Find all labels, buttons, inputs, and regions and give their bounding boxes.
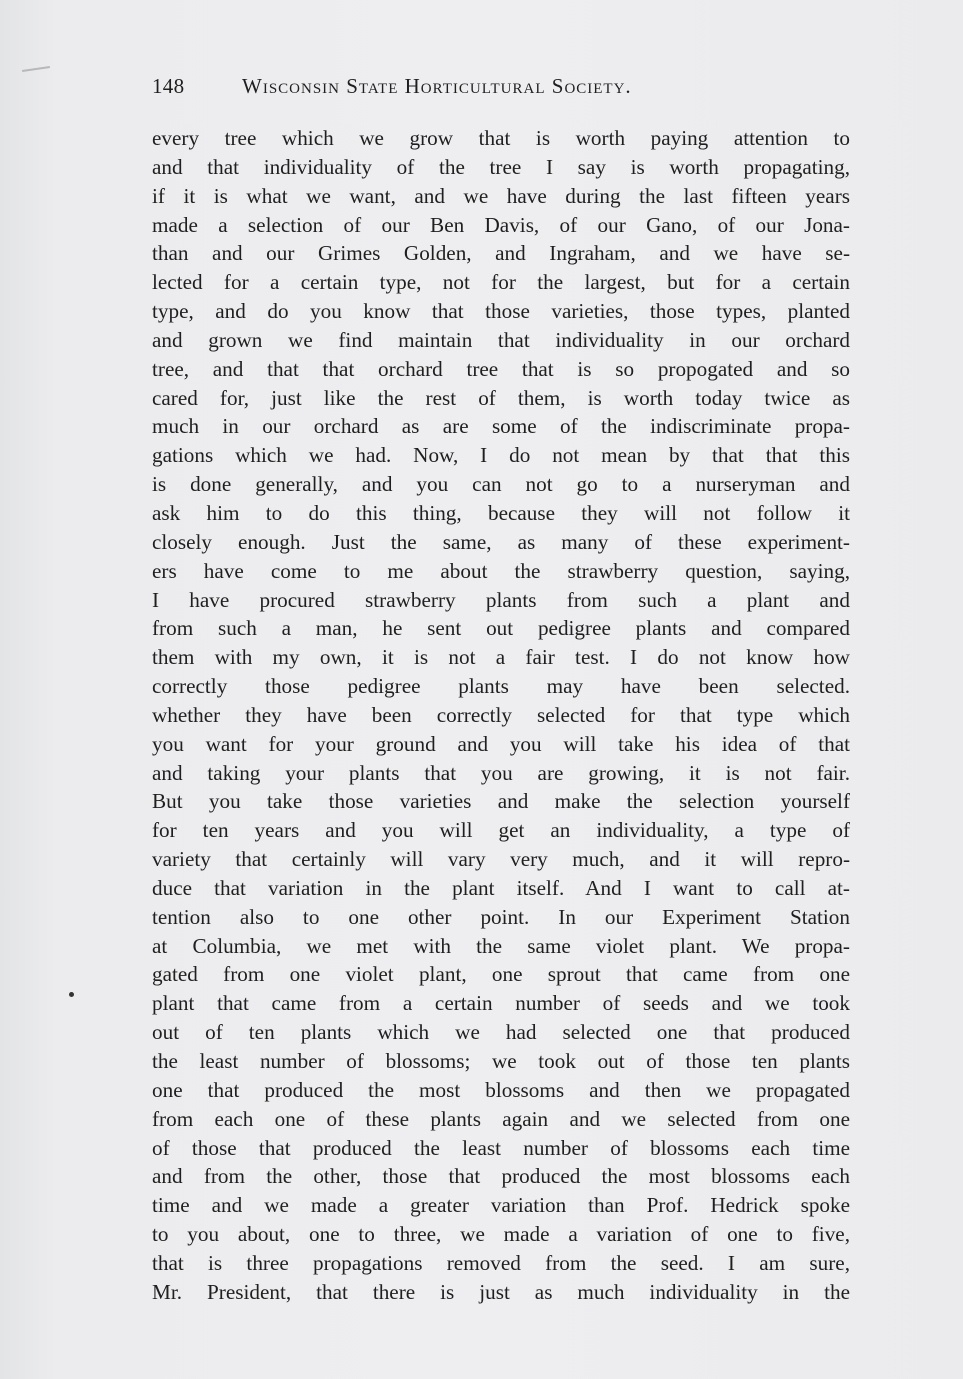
text-line: to you about, one to three, we made a variation of one to five,: [152, 1222, 850, 1247]
text-line: correctly those pedigree plants may have been selected.: [152, 674, 850, 699]
text-line: you want for your ground and you will take his idea of that: [152, 731, 850, 756]
margin-scratch: [22, 66, 50, 72]
body-text: [152, 124, 850, 1307]
text-line: out of ten plants which we had selected one that produced: [152, 1020, 850, 1045]
text-line: I have procured strawberry plants from such a plant and: [152, 587, 850, 612]
text-line: of those that produced the least number of blossoms each time: [152, 1135, 850, 1160]
text-line: ers have come to me about the strawberry question, saying,: [152, 558, 850, 583]
text-line: than and our Grimes Golden, and Ingraham, and we have se-: [152, 241, 850, 266]
text-line: lected for a certain type, not for the largest, but for a certain: [152, 270, 850, 295]
text-line: time and we made a greater variation than Prof. Hedrick spoke: [152, 1193, 850, 1218]
text-line: and from the other, those that produced the most blossoms each: [152, 1164, 850, 1189]
text-line: from such a man, he sent out pedigree plants and compared: [152, 616, 850, 641]
text-line: and taking your plants that you are growing, it is not fair.: [152, 760, 850, 785]
text-line: tree, and that that orchard tree that is so propogated and so: [152, 356, 850, 381]
text-line: Mr. President, that there is just as much individuality in the: [152, 1279, 850, 1304]
text-line: the least number of blossoms; we took out of those ten plants: [152, 1049, 850, 1073]
page-header: [152, 74, 852, 104]
text-line: ask him to do this thing, because they will not follow it: [152, 500, 850, 525]
text-line: from each one of these plants again and we selected from one: [152, 1106, 850, 1131]
text-line: plant that came from a certain number of seeds and we took: [152, 991, 850, 1016]
text-line: them with my own, it is not a fair test. I do not know how: [152, 645, 850, 670]
text-line: is done generally, and you can not go to a nurseryman and: [152, 472, 850, 497]
text-line: and grown we find maintain that individuality in our orchard: [152, 327, 850, 352]
text-line: at Columbia, we met with the same violet plant. We propa-: [152, 933, 850, 958]
text-line: and that individuality of the tree I say is worth propagating,: [152, 154, 850, 179]
text-line: one that produced the most blossoms and then we propagated: [152, 1077, 850, 1102]
text-line: type, and do you know that those varieties, those types, planted: [152, 299, 850, 324]
text-line: duce that variation in the plant itself. And I want to call at-: [152, 875, 850, 900]
text-line: that is three propagations removed from the seed. I am sure,: [152, 1250, 850, 1275]
text-line: tention also to one other point. In our Experiment Station: [152, 904, 850, 929]
running-title: Wisconsin State Horticultural Society.: [242, 74, 632, 98]
text-line: made a selection of our Ben Davis, of our Gano, of our Jona-: [152, 212, 850, 237]
ink-speck: [69, 992, 74, 997]
text-line: every tree which we grow that is worth paying attention to: [152, 126, 850, 150]
text-line: variety that certainly will vary very much, and it will repro-: [152, 847, 850, 872]
text-line: much in our orchard as are some of the indiscriminate propa-: [152, 414, 850, 439]
text-line: gated from one violet plant, one sprout that came from one: [152, 962, 850, 987]
text-line: whether they have been correctly selected for that type which: [152, 702, 850, 727]
text-line: cared for, just like the rest of them, is worth today twice as: [152, 385, 850, 410]
page-number: 148: [152, 74, 185, 98]
text-line: gations which we had. Now, I do not mean by that that this: [152, 443, 850, 468]
text-line: closely enough. Just the same, as many of these experiment-: [152, 529, 850, 554]
text-line: But you take those varieties and make the selection yourself: [152, 789, 850, 814]
text-line: if it is what we want, and we have during the last fifteen years: [152, 183, 850, 208]
text-line: for ten years and you will get an individuality, a type of: [152, 818, 850, 843]
